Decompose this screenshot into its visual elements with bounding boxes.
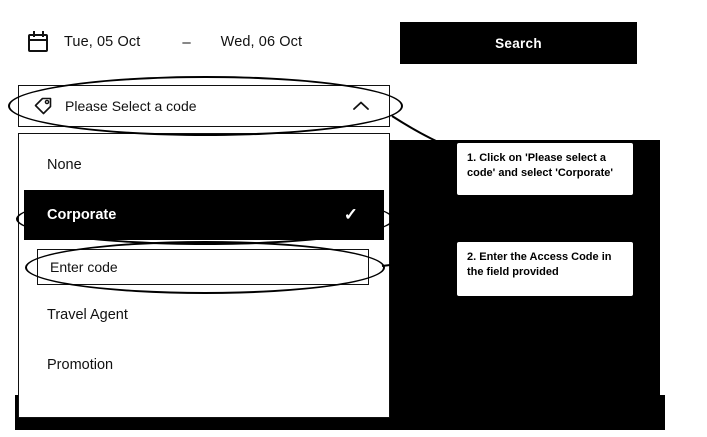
code-select-value: Please Select a code (65, 98, 197, 114)
check-icon: ✓ (343, 205, 358, 224)
dropdown-option-travel-agent[interactable] (19, 290, 389, 340)
tag-icon (33, 96, 53, 116)
dropdown-option-promotion[interactable] (19, 340, 389, 390)
calendar-icon (28, 31, 50, 53)
access-code-input[interactable] (37, 249, 369, 285)
dropdown-option-corporate[interactable] (24, 190, 384, 240)
date-separator: – (182, 33, 191, 51)
dropdown-option-label: Promotion (47, 357, 114, 373)
dropdown-option-label: None (47, 157, 82, 173)
chevron-up-icon (353, 99, 369, 113)
date-range-picker[interactable] (28, 22, 302, 62)
code-select-control[interactable] (18, 85, 390, 127)
dropdown-option-label: Travel Agent (47, 307, 128, 323)
dropdown-option-none[interactable] (19, 140, 389, 190)
checkout-date[interactable]: Wed, 06 Oct (220, 34, 303, 50)
callout-step-1: 1. Click on 'Please select a code' and select 'Corporate' (455, 141, 635, 197)
checkin-date[interactable]: Tue, 05 Oct (64, 34, 141, 50)
search-button[interactable]: Search (400, 22, 637, 64)
callout-step-2: 2. Enter the Access Code in the field provided (455, 240, 635, 298)
dropdown-option-label: Corporate (47, 207, 117, 223)
